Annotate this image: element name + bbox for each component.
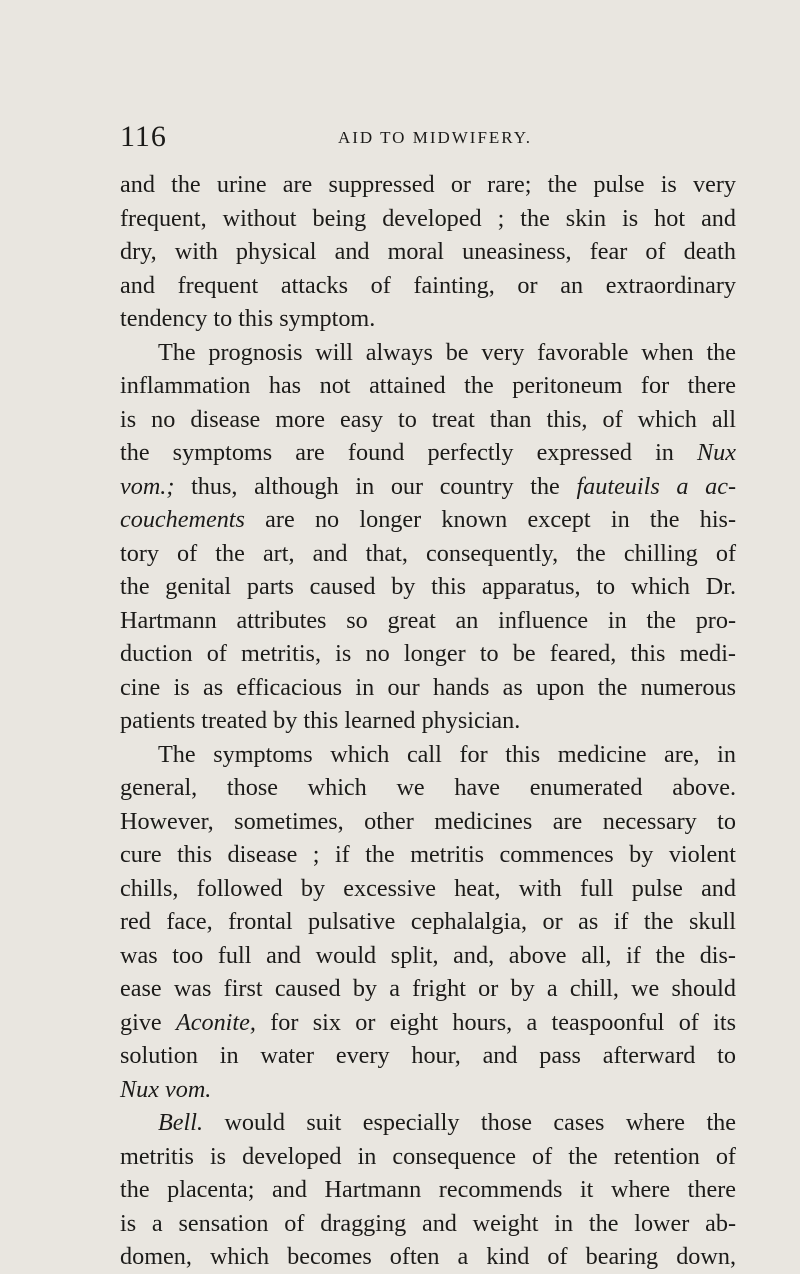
- paragraph-4: [120, 1106, 736, 1274]
- text-line: red face, frontal pulsative cephalalgia, or as if the skull: [120, 908, 736, 935]
- italic-term: couchements: [120, 506, 245, 533]
- text-line: tory of the art, and that, consequently, the chilling of: [120, 539, 736, 567]
- text-line: inflammation has not attained the peritoneum for there: [120, 372, 736, 399]
- text-line: chills, followed by excessive heat, with full pulse and: [120, 874, 736, 902]
- paragraph-2: [120, 336, 736, 738]
- text-line: frequent, without being developed ; the skin is hot and: [120, 204, 736, 232]
- text-line: metritis is developed in consequence of the retention of: [120, 1142, 736, 1170]
- text-line: is a sensation of dragging and weight in the lower ab-: [120, 1209, 736, 1237]
- text-segment: thus, although in our country the: [191, 472, 560, 500]
- text-line: ease was first caused by a fright or by a chill, we should: [120, 975, 736, 1002]
- running-head: AID TO MIDWIFERY.: [337, 128, 533, 147]
- text-line: tendency to this symptom.: [120, 305, 376, 332]
- text-line: patients treated by this learned physician.: [120, 707, 521, 734]
- text-segment: would suit especially those cases where the: [224, 1109, 737, 1136]
- text-line: was too full and would split, and, above all, if the dis-: [120, 941, 736, 969]
- text-line: [120, 503, 736, 537]
- text-line: general, those which we have enumerated above.: [120, 774, 736, 801]
- text-line: [120, 1073, 736, 1107]
- text-line: [120, 436, 736, 470]
- text-line: The symptoms which call for this medicine are, in: [158, 740, 736, 768]
- text-line: dry, with physical and moral uneasiness, fear of death: [120, 238, 736, 265]
- italic-term: fauteuils a ac-: [576, 472, 737, 500]
- text-line: cine is as efficacious in our hands as upon the numerous: [120, 673, 736, 701]
- text-line: and the urine are suppressed or rare; the pulse is very: [120, 171, 736, 198]
- paragraph-3: [120, 738, 736, 1107]
- page-number: 116: [120, 120, 167, 153]
- text-segment: are no longer known except in the his-: [265, 506, 737, 533]
- text-line: [120, 470, 736, 504]
- text-line: cure this disease ; if the metritis commences by violent: [120, 841, 736, 868]
- italic-term: vom.;: [120, 472, 175, 500]
- italic-term: Aconite,: [175, 1008, 256, 1036]
- text-line: Hartmann attributes so great an influence in the pro-: [120, 606, 736, 634]
- paragraph-1: [120, 168, 736, 336]
- text-line: The prognosis will always be very favorable when the: [158, 338, 736, 366]
- text-line: [120, 1006, 736, 1040]
- text-line: is no disease more easy to treat than this, of which all: [120, 405, 736, 433]
- italic-term: Bell.: [158, 1109, 203, 1136]
- text-segment: give: [120, 1008, 162, 1036]
- text-line: duction of metritis, is no longer to be feared, this medi-: [120, 640, 736, 667]
- text-line: domen, which becomes often a kind of bearing down,: [120, 1243, 736, 1270]
- text-line: and frequent attacks of fainting, or an extraordinary: [120, 271, 736, 299]
- text-line: the placenta; and Hartmann recommends it where there: [120, 1176, 736, 1203]
- text-line: However, sometimes, other medicines are necessary to: [120, 807, 736, 835]
- text-line: the genital parts caused by this apparatus, to which Dr.: [120, 573, 736, 600]
- text-segment: for six or eight hours, a teaspoonful of its: [270, 1008, 736, 1036]
- italic-term: Nux vom.: [120, 1075, 212, 1103]
- text-line: solution in water every hour, and pass afterward to: [120, 1042, 736, 1069]
- text-line: [120, 1106, 736, 1140]
- page-header: [120, 120, 720, 154]
- text-segment: the symptoms are found perfectly expressed in: [120, 439, 674, 466]
- italic-term: Nux: [697, 439, 736, 466]
- body-text: [120, 168, 736, 1274]
